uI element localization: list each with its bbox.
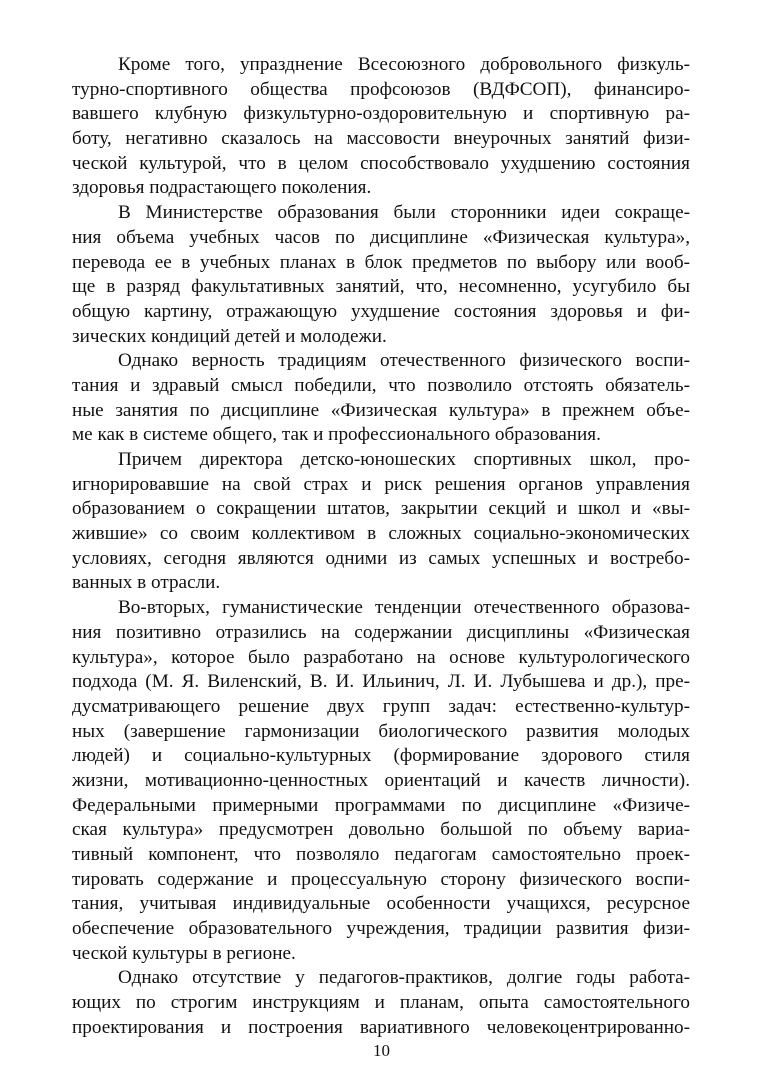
text-line: ющих по строгим инструкциям и планам, опыта самостоятельного — [72, 992, 690, 1014]
text-line: ческой культуры в регионе. — [72, 942, 296, 964]
paragraph — [72, 596, 690, 966]
text-line: В Министерстве образования были сторонники идеи сокраще- — [118, 202, 690, 224]
paragraph — [72, 53, 690, 201]
text-line: здоровья подрастающего поколения. — [72, 177, 372, 199]
text-line: ные занятия по дисциплине «Физическая культура» в прежнем объе- — [72, 399, 690, 421]
text-line: ще в разряд факультативных занятий, что, несомненно, усугубило бы — [72, 276, 690, 298]
text-line: культура», которое было разработано на основе культурологического — [72, 646, 690, 668]
text-line: тания и здравый смысл победили, что позволило отстоять обязатель- — [72, 374, 690, 396]
paragraph — [72, 448, 690, 596]
text-line: тивный компонент, что позволяло педагогам самостоятельно проек- — [72, 844, 690, 865]
text-line: ных (завершение гармонизации биологического развития молодых — [72, 720, 690, 742]
text-line: ния объема учебных часов по дисциплине «Физическая культура», — [72, 226, 690, 248]
text-line: ванных в отрасли. — [72, 572, 221, 594]
text-line: условиях, сегодня являются одними из самых успешных и востребо- — [72, 547, 690, 569]
text-line: ния позитивно отразились на содержании дисциплины «Физическая — [72, 621, 690, 643]
text-line: ческой культурой, что в целом способствовало ухудшению состояния — [72, 152, 690, 174]
text-line: зических кондиций детей и молодежи. — [72, 325, 387, 347]
text-line: вавшего клубную физкультурно-оздоровительную и спортивную ра- — [72, 103, 690, 125]
text-line: проектирования и построения вариативного человекоцентрированно- — [72, 1016, 690, 1038]
text-line: ме как в системе общего, так и профессионального образования. — [72, 424, 601, 446]
text-line: тания, учитывая индивидуальные особенности учащихся, ресурсное — [72, 893, 690, 915]
text-line: Федеральными примерными программами по дисциплине «Физиче- — [72, 794, 690, 816]
paragraph — [72, 349, 690, 448]
text-line: общую картину, отражающую ухудшение состояния здоровья и фи- — [72, 300, 690, 322]
text-line: тировать содержание и процессуальную сторону физического воспи- — [72, 868, 690, 890]
page-body — [72, 53, 690, 1041]
text-line: Кроме того, упразднение Всесоюзного добровольного физкуль- — [118, 54, 690, 75]
text-line: ская культура» предусмотрен довольно большой по объему вариа- — [72, 819, 690, 841]
text-line: подхода (М. Я. Виленский, В. И. Ильинич, Л. И. Лубышева и др.), пре- — [72, 671, 690, 693]
text-line: дусматривающего решение двух групп задач: естественно-культур- — [72, 695, 690, 717]
text-line: турно-спортивного общества профсоюзов (ВДФСОП), финансиро- — [72, 78, 690, 100]
text-line: Причем директора детско-юношеских спортивных школ, про- — [118, 449, 690, 470]
text-line: Однако отсутствие у педагогов-практиков, долгие годы работа- — [118, 967, 690, 989]
page-number: 10 — [373, 1041, 390, 1060]
text-line: Во-вторых, гуманистические тенденции отечественного образова- — [118, 597, 690, 619]
text-line: боту, негативно сказалось на массовости внеурочных занятий физи- — [72, 128, 690, 150]
text-line: образованием о сокращении штатов, закрытии секций и школ и «вы- — [72, 498, 690, 520]
paragraph — [72, 966, 690, 1040]
text-line: обеспечение образовательного учреждения, традиции развития физи- — [72, 918, 690, 940]
text-line: Однако верность традициям отечественного физического воспи- — [118, 350, 690, 372]
text-line: жизни, мотивационно-ценностных ориентаций и качеств личности). — [72, 769, 690, 791]
paragraph — [72, 201, 690, 349]
text-line: игнорировавшие на свой страх и риск решения органов управления — [72, 473, 690, 495]
text-line: людей) и социально-культурных (формирование здорового стиля — [72, 745, 690, 767]
text-line: перевода ее в учебных планах в блок предметов по выбору или вооб- — [72, 251, 690, 273]
text-line: жившие» со своим коллективом в сложных социально-экономических — [72, 523, 690, 545]
